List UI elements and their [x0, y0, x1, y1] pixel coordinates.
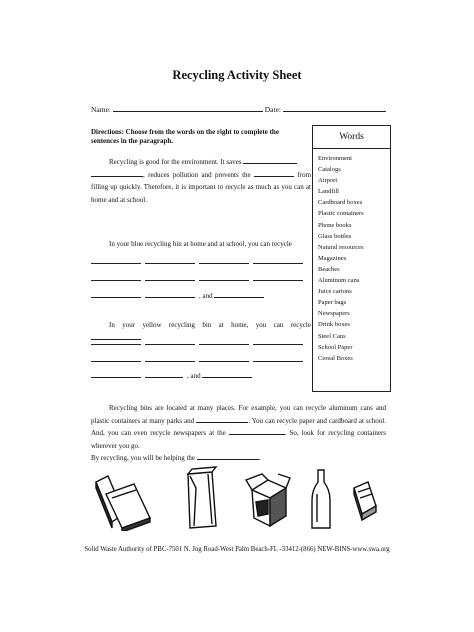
blank-5[interactable] — [145, 256, 195, 264]
para1-text-3: from — [297, 170, 312, 179]
paragraph-2 — [91, 238, 311, 251]
word-item: Cardboard boxes — [318, 199, 363, 207]
blank-8[interactable] — [91, 273, 141, 281]
para4-text-2: containers at many parks and — [111, 416, 195, 425]
word-item: Natural resources — [318, 243, 364, 251]
word-item: Environment — [318, 155, 352, 162]
word-bank-title: Words — [313, 132, 390, 149]
paragraph-1 — [91, 156, 311, 206]
word-item: Aluminum cans — [318, 277, 360, 285]
blank-3[interactable] — [254, 169, 294, 177]
word-item: Catalogs — [318, 166, 341, 174]
blank-row-2a — [91, 256, 307, 266]
paragraph-4 — [91, 402, 386, 465]
word-item: Landfill — [318, 188, 339, 196]
blank-row-3b — [91, 354, 307, 364]
blank-21[interactable] — [145, 354, 195, 362]
word-item: Magazines — [318, 254, 347, 262]
word-item: Steel Cans — [318, 332, 346, 340]
para2-intro: In your blue recycling bin at home and at school, you can recycle — [109, 240, 292, 248]
blank-1[interactable] — [243, 156, 297, 164]
para4-text-3: . You can recycle paper and cardboard at school. And, — [91, 416, 387, 437]
para1-text-1: Recycling is good for the environment. It saves — [109, 158, 242, 166]
blank-18[interactable] — [199, 337, 249, 345]
blank-17[interactable] — [145, 337, 195, 345]
blank-10[interactable] — [199, 273, 249, 281]
blank-row-3a — [91, 337, 307, 347]
para3-intro: In your yellow recycling bin at home, you can recycle — [109, 321, 311, 329]
blank-row-2b — [91, 273, 307, 283]
para4-text-4: you can even recycle newspapers at the — [107, 429, 226, 437]
word-item: Plastic containers — [318, 210, 364, 218]
blank-29[interactable] — [197, 452, 259, 460]
word-item: Paper bags — [318, 299, 347, 307]
word-item: Phone books — [318, 221, 352, 229]
blank-11[interactable] — [253, 273, 303, 281]
blank-24[interactable] — [91, 370, 141, 378]
blank-14[interactable] — [214, 290, 264, 298]
para1-text-2: , reduces pollution and prevents the — [143, 170, 251, 179]
para2-and: , and — [199, 292, 213, 300]
blank-26[interactable] — [202, 370, 252, 378]
blank-23[interactable] — [253, 354, 303, 362]
blank-27[interactable] — [196, 415, 248, 423]
date-label: Date: — [264, 105, 281, 114]
word-bank-list — [313, 149, 390, 364]
para4-text-5: . So, look for recycling containers wherever you go. — [91, 429, 387, 450]
para4-text-6: By recycling, you will be helping the — [91, 454, 196, 462]
paper-bag-icon — [188, 467, 216, 528]
page-title: Recycling Activity Sheet — [172, 68, 302, 82]
name-label: Name: — [91, 105, 111, 114]
blank-12[interactable] — [91, 290, 141, 298]
name-field[interactable] — [113, 104, 263, 112]
recyclables-illustration — [92, 466, 392, 531]
cardboard-box-icon — [246, 474, 290, 526]
blank-22[interactable] — [199, 354, 249, 362]
word-item: Juice cartons — [318, 288, 352, 296]
books-icon — [96, 476, 150, 531]
name-date-line — [91, 104, 391, 114]
blank-16[interactable] — [91, 337, 141, 345]
directions-text: Directions: Choose from the words on the right to complete the sentences in the paragraph. — [91, 128, 279, 145]
word-item: Newspapers — [318, 310, 350, 318]
para1-text-4: filling up quickly. Therefore, it is important to recycle as much as you can at home and at school. — [91, 183, 311, 204]
blank-7[interactable] — [253, 256, 303, 264]
blank-9[interactable] — [145, 273, 195, 281]
para4-text-1: Recycling bins are located at many places. For example, you can recycle aluminum cans and plastic — [91, 404, 386, 425]
word-bank — [312, 125, 391, 392]
blank-6[interactable] — [199, 256, 249, 264]
word-item: Cereal Boxes — [318, 354, 353, 362]
para4-text-7: . — [258, 454, 261, 462]
word-item: Airport — [318, 177, 338, 185]
blank-28[interactable] — [229, 427, 285, 435]
blank-row-3c — [91, 370, 256, 380]
date-field[interactable] — [283, 104, 386, 112]
blank-13[interactable] — [145, 290, 195, 298]
footer-text: Solid Waste Authority of PBC-7501 N. Jog Road-West Palm Beach-FL -33412-(866) NEW-BINS-www.swa.org — [84, 546, 390, 553]
blank-4[interactable] — [91, 256, 141, 264]
word-item: Drink boxes — [318, 321, 350, 329]
para3-and: , and — [187, 372, 201, 380]
word-item: Beaches — [318, 265, 340, 273]
blank-19[interactable] — [253, 337, 303, 345]
glass-bottle-icon — [312, 470, 330, 528]
blank-20[interactable] — [91, 354, 141, 362]
blank-row-2c — [91, 290, 268, 300]
juice-carton-icon — [354, 482, 376, 520]
word-item: School Paper — [318, 343, 353, 351]
blank-25[interactable] — [145, 370, 183, 378]
blank-2[interactable] — [91, 169, 143, 177]
word-item: Glass bottles — [318, 232, 352, 240]
